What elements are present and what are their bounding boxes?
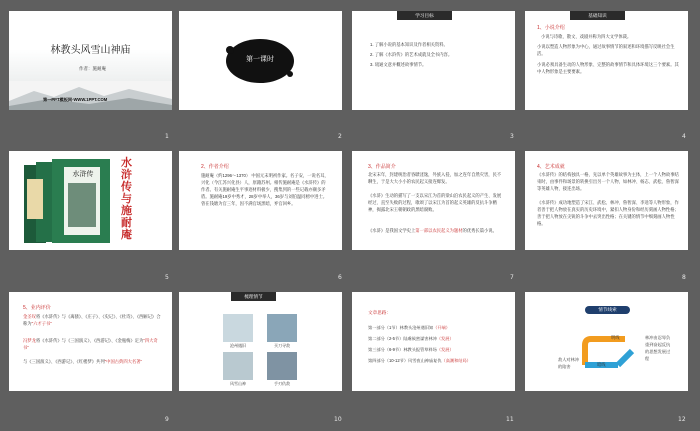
body-text: 《水浒传》的结构独具一格，先以单个英雄故事为主体，上一个人物故事结束时，由事件和场景的转换引出另一个人物，如林冲、杨志、武松、鲁智深等英雄人物，接连出场。 (537, 172, 679, 191)
slide-thumbnail-7[interactable] (352, 151, 515, 250)
slide-thumbnail-1[interactable] (9, 11, 172, 110)
illustration-caption: 沧州遇旧 (230, 343, 246, 348)
slide-5-title: 水浒传与施耐庵 (121, 157, 132, 241)
review-item (23, 313, 161, 327)
outline-title: 文章思路： (368, 310, 391, 315)
mountain-landscape-image (9, 81, 172, 110)
slide-thumbnail-12[interactable] (525, 292, 688, 391)
illustration-caption: 手刃仇敌 (274, 381, 290, 386)
slide-number: 12 (678, 416, 686, 423)
outline-part (368, 335, 454, 344)
illustration-caption: 风雪山神 (230, 381, 246, 386)
slide-thumbnail-3[interactable] (352, 11, 515, 110)
section-heading: 4、艺术成就 (537, 164, 565, 170)
slide-thumbnail-2[interactable] (179, 11, 342, 110)
part-label: 第一部分（1节）林教头沧州遇旧知 (368, 325, 434, 330)
review-item (23, 358, 161, 365)
slide-number: 3 (510, 133, 514, 140)
goal-item: 3. 琉通文意并概述故事情节。 (370, 62, 427, 67)
highlight-text: 第一部以农民起义为题材 (415, 228, 463, 233)
slide-number: 6 (338, 274, 342, 281)
body-text: 施耐庵（约1296～1370） 中国元末明初作家。名子安，一说名耳，兴化（今江苏兴化县）人，原籍苏州。相传施耐庵是《水浒传》的作者。有关施耐庵生平事迹材料极少，搜集到的一些记载亦颇多矛盾。施耐庵19岁中秀才，28岁中举人，36岁与刘伯温同榜中进士。曾在钱塘为官三年，因不满官场黑暗，弃官回乡。 (201, 173, 329, 206)
review-item (23, 337, 161, 351)
plot-line-diagram (580, 325, 640, 370)
slide-1-author: 作者：施耐庵 (79, 66, 106, 71)
section-heading: 5、业内评价 (23, 305, 51, 311)
body-text: 小说与诗歌、散文、戏剧并称为四大文学体裁。 (541, 34, 632, 39)
text-run: 的优秀长篇小说。 (462, 228, 497, 233)
slide-thumbnail-5[interactable] (9, 151, 172, 250)
illustration-image (267, 352, 297, 380)
slide-thumbnail-8[interactable] (525, 151, 688, 250)
part-tag: （发展） (436, 336, 454, 341)
slide-thumbnail-4[interactable] (525, 11, 688, 110)
part-label: 第二部分（2-5节）陆虞候密谋害林冲 (368, 336, 437, 341)
body-text: 《水浒传》成功地塑造了宋江、武松、林冲、鲁智深、李逵等人物形象，作者善于把人物放在真实的历史环境中，紧扣人物身份和经历刻画人物性格；善于把人物放在尖锐的斗争中去突出性格；在关键的情节中细刻画人物性格。 (537, 200, 679, 226)
outline-part (368, 357, 508, 366)
section-banner: 梳理情节 (231, 292, 276, 301)
hidden-line-description: 敌人对林冲的陷害 (558, 357, 579, 369)
section-heading: 3、作品简介 (368, 164, 396, 170)
part-label: 第三部分（6-9节）林教头报管草料场 (368, 347, 437, 352)
body-text: 小说必须具备生动的人物形象、完整的故事情节和具体环境这三个要素。其中人物形象是主要要素。 (537, 62, 679, 74)
slide-number: 8 (682, 274, 686, 281)
outline-part (368, 346, 454, 355)
highlight-text: "中国古典四大名著" (104, 359, 143, 364)
part-label: 第四部分（10-12节）风雪夜山神庙复仇 (368, 358, 442, 363)
slide-1-title: 林教头风雪山神庙 (50, 45, 131, 56)
illustration-image (223, 352, 253, 380)
text-run: 将《水浒传》与《三国演义》、《西游记》、《金瓶梅》定为 (35, 338, 144, 343)
slide-number: 7 (510, 274, 514, 281)
slide-thumbnail-6[interactable] (179, 151, 342, 250)
part-tag: （高潮和结局） (441, 358, 471, 363)
text-run: 与《三国演义》、《西游记》、《红楼梦》共列 (23, 359, 105, 364)
slide-thumbnail-9[interactable] (9, 292, 172, 391)
highlight-text: "六才子书" (31, 321, 52, 326)
slide-2-title: 第一课时 (246, 56, 274, 63)
section-banner: 基础知识 (570, 11, 625, 20)
section-banner: 学习目标 (397, 11, 452, 20)
part-tag: （开端） (433, 325, 450, 330)
slide-1-footer: 第一PPT模板网-WWW.1PPT.COM (43, 97, 108, 102)
slide-thumbnail-10[interactable] (179, 292, 342, 391)
slide-number: 9 (165, 416, 169, 423)
critic-name: 金圣叹 (23, 314, 36, 319)
slide-number: 4 (682, 133, 686, 140)
slide-number: 11 (506, 416, 514, 423)
section-banner: 情节线索 (585, 306, 630, 314)
illustration-image (267, 314, 297, 342)
slide-number: 1 (165, 133, 169, 140)
main-line-description: 林冲由忍辱负重到奋起反抗的思想发展过程 (645, 335, 671, 361)
slide-number: 2 (338, 133, 342, 140)
section-heading: 1、小说介绍 (537, 25, 565, 31)
hidden-line-label: 暗线 (597, 362, 606, 367)
body-text: 小说以塑造人物形象为中心，通过故事情节的叙述和环境描写反映社会生活。 (537, 44, 675, 56)
body-text: 《水浒》生动的描写了一支以宋江为首的梁山泊农民起义的产生、发展经过、直至失败的过程，歌颂了以宋江为首的起义英雄的反抗斗争精神，揭露北宋王朝朝政的黑暗腐败。 (368, 193, 502, 212)
illustration-caption: 买刀寻敌 (274, 343, 290, 348)
highlight-text: "四大奇书" (23, 338, 158, 350)
slide-number: 5 (165, 274, 169, 281)
slide-number: 10 (334, 416, 342, 423)
body-text: 北宋末年，封建统治者昏聩淫逸，外族入侵，加之连年自然灾害，民不聊生，于是大大小小的农民起义接连爆发。 (368, 172, 502, 184)
book-cover-title: 水浒传 (72, 171, 94, 178)
goal-item: 1. 了解小说的基本知识及作者相关资料。 (370, 42, 448, 47)
illustration-image (223, 314, 253, 342)
part-tag: （发展） (436, 347, 454, 352)
goal-item: 2. 了解《水浒传》的艺术成就及全书内容。 (370, 52, 453, 57)
outline-part (368, 324, 450, 333)
critic-name: 冯梦龙 (23, 338, 36, 343)
main-line-label: 明线 (611, 335, 620, 340)
text-run: 《水浒》是我国文学史上 (368, 228, 416, 233)
body-text (368, 227, 502, 234)
section-heading: 2、作者介绍 (201, 164, 229, 170)
text-run: 将《水浒传》与《离骚》、《庄子》、《史记》、《杜诗》、《西厢记》合称为 (23, 314, 161, 326)
slide-thumbnail-11[interactable] (352, 292, 515, 391)
